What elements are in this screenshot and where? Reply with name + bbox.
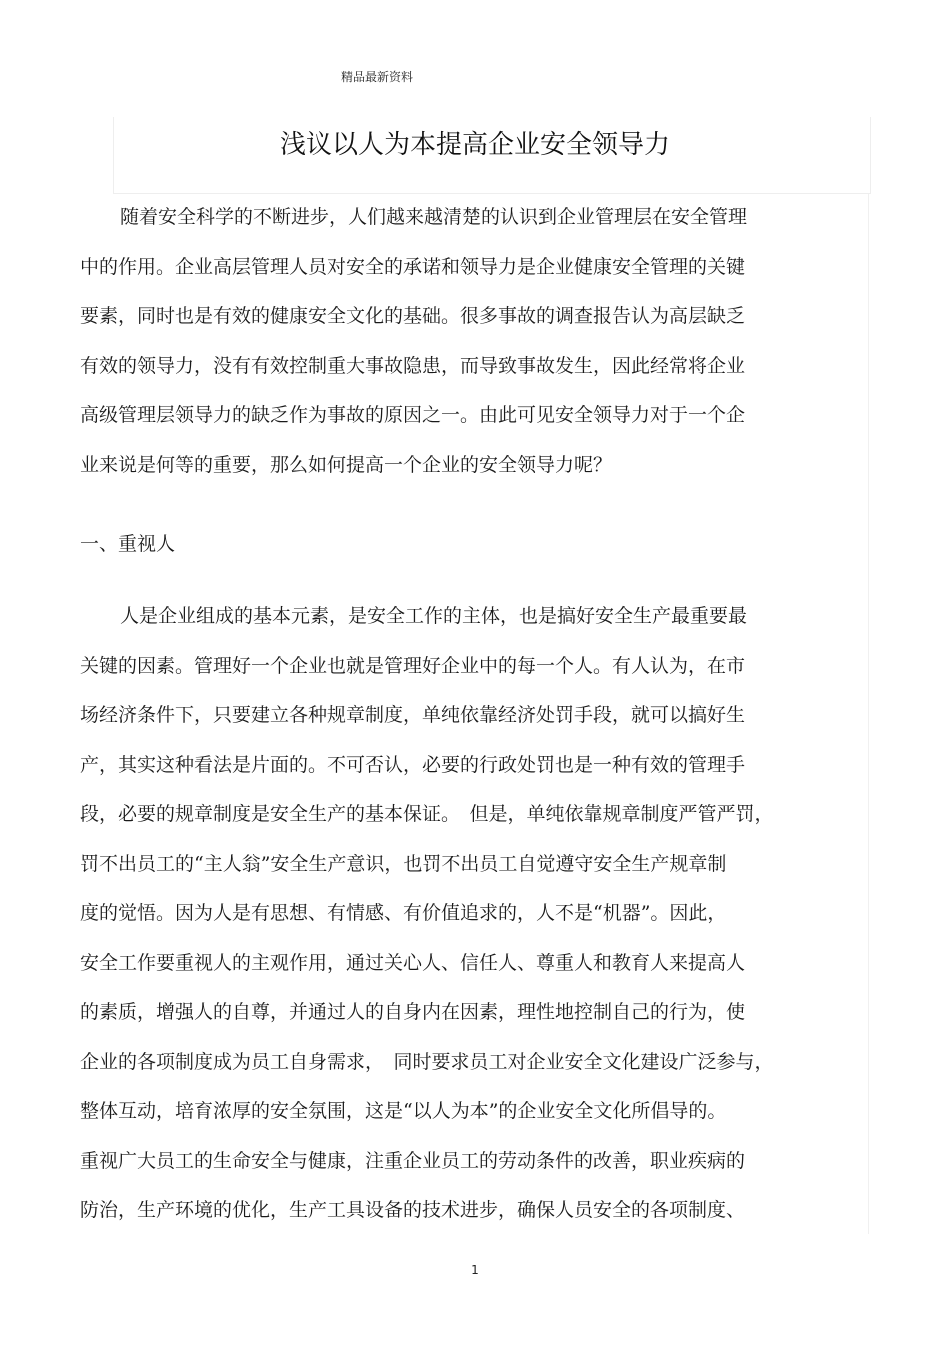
paragraph-line: 要素，同时也是有效的健康安全文化的基础。很多事故的调查报告认为高层缺乏 (80, 305, 746, 327)
section-heading: 一、重视人 (80, 533, 176, 555)
header-note: 精品最新资料 (341, 70, 414, 84)
paragraph-line: 关键的因素。管理好一个企业也就是管理好企业中的每一个人。有人认为，在市 (80, 654, 746, 677)
document-title: 浅议以人为本提高企业安全领导力 (279, 130, 670, 160)
paragraph-line: 场经济条件下，只要建立各种规章制度，单纯依靠经济处罚手段，就可以搞好生 (80, 704, 746, 726)
paragraph-line: 随着安全科学的不断进步，人们越来越清楚的认识到企业管理层在安全管理 (120, 206, 748, 228)
paragraph-line: 企业的各项制度成为员工自身需求， 同时要求员工对企业安全文化建设广泛参与， (80, 1050, 774, 1073)
paragraph-line: 中的作用。企业高层管理人员对安全的承诺和领导力是企业健康安全管理的关键 (80, 255, 746, 278)
paragraph-line: 整体互动，培育浓厚的安全氛围，这是“以人为本”的企业安全文化所倡导的。 (80, 1100, 727, 1122)
paragraph-line: 人是企业组成的基本元素，是安全工作的主体，也是搞好安全生产最重要最 (120, 605, 748, 627)
paragraph-line: 的素质，增强人的自尊，并通过人的自身内在因素，理性地控制自己的行为，使 (80, 1001, 746, 1023)
paragraph-line: 有效的领导力，没有有效控制重大事故隐患，而导致事故发生，因此经常将企业 (80, 354, 746, 377)
paragraph-line: 罚不出员工的“主人翁”安全生产意识，也罚不出员工自觉遵守安全生产规章制 (80, 852, 727, 875)
paragraph-line: 重视广大员工的生命安全与健康，注重企业员工的劳动条件的改善，职业疾病的 (80, 1149, 746, 1172)
paragraph-line: 产，其实这种看法是片面的。不可否认，必要的行政处罚也是一种有效的管理手 (80, 753, 746, 776)
paragraph-line: 度的觉悟。因为人是有思想、有情感、有价值追求的，人不是“机器”。因此， (80, 902, 727, 924)
body-frame-rule (868, 194, 869, 1234)
paragraph-intro (80, 193, 850, 490)
paragraph-line: 业来说是何等的重要，那么如何提高一个企业的安全领导力呢？ (80, 453, 613, 476)
paragraph-line: 防治，生产环境的优化，生产工具设备的技术进步，确保人员安全的各项制度、 (80, 1199, 746, 1221)
page-number: 1 (471, 1263, 479, 1277)
paragraph-line: 段，必要的规章制度是安全生产的基本保证。 但是，单纯依靠规章制度严管严罚， (80, 803, 774, 825)
paragraph-line: 安全工作要重视人的主观作用，通过关心人、信任人、尊重人和教育人来提高人 (80, 951, 746, 974)
paragraph-line: 高级管理层领导力的缺乏作为事故的原因之一。由此可见安全领导力对于一个企 (80, 404, 746, 426)
paragraph-section1 (80, 592, 850, 1236)
